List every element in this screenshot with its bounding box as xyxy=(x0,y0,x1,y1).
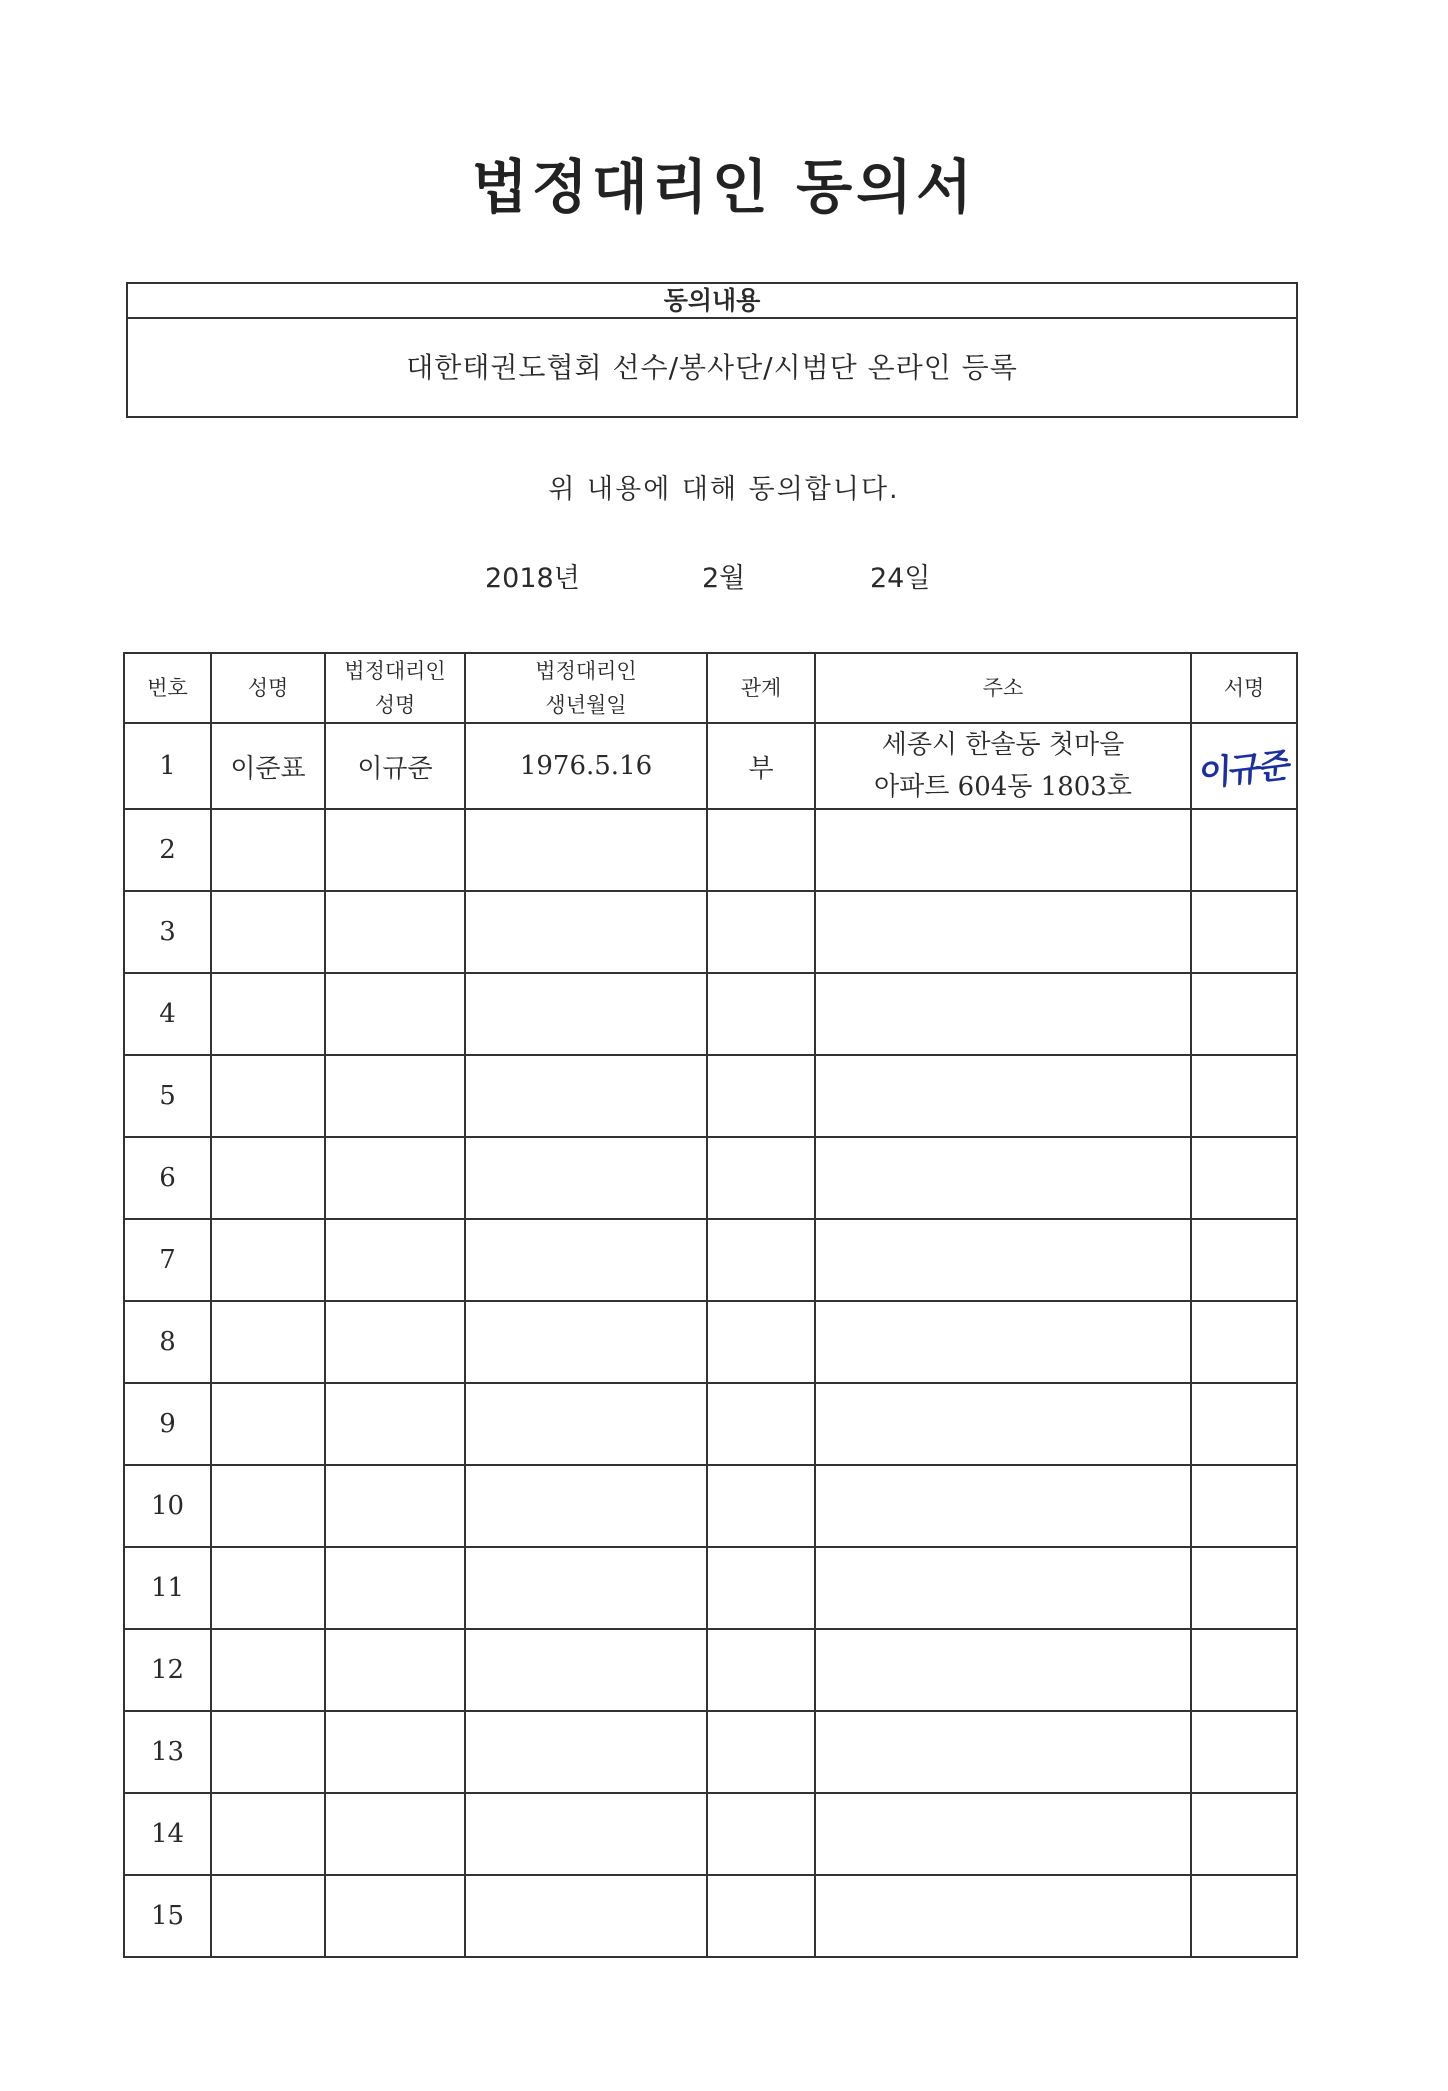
table-row xyxy=(124,1711,1297,1793)
cell-guardian-name xyxy=(325,1547,465,1629)
header-guardian-birth xyxy=(465,653,707,723)
cell-guardian-birth xyxy=(465,1219,707,1301)
cell-guardian-name xyxy=(325,1711,465,1793)
cell-name xyxy=(211,1055,325,1137)
cell-name xyxy=(211,1383,325,1465)
cell-address xyxy=(815,1137,1191,1219)
cell-relation xyxy=(707,1629,815,1711)
cell-name xyxy=(211,891,325,973)
cell-address xyxy=(815,1711,1191,1793)
row-number: 15 xyxy=(124,1875,211,1957)
row-number: 2 xyxy=(124,809,211,891)
header-guardian-name-line2: 성명 xyxy=(374,693,416,717)
address-line1: 세종시 한솔동 첫마을 xyxy=(881,730,1125,760)
cell-address xyxy=(815,1301,1191,1383)
cell-relation xyxy=(707,1465,815,1547)
cell-signature xyxy=(1191,1137,1297,1219)
table-row xyxy=(124,1547,1297,1629)
cell-guardian-name xyxy=(325,1137,465,1219)
cell-guardian-birth xyxy=(465,1629,707,1711)
cell-relation xyxy=(707,1793,815,1875)
cell-address xyxy=(815,1629,1191,1711)
cell-name xyxy=(211,1301,325,1383)
header-no: 번호 xyxy=(124,653,211,723)
cell-address xyxy=(815,1383,1191,1465)
table-row xyxy=(124,973,1297,1055)
cell-name xyxy=(211,1711,325,1793)
cell-guardian-name xyxy=(325,1055,465,1137)
header-guardian-birth-line2: 생년월일 xyxy=(545,693,627,717)
cell-guardian-birth xyxy=(465,973,707,1055)
row-number: 13 xyxy=(124,1711,211,1793)
cell-guardian-name xyxy=(325,1383,465,1465)
row-number: 5 xyxy=(124,1055,211,1137)
cell-signature xyxy=(1191,1629,1297,1711)
date-day: 24일 xyxy=(870,563,931,594)
row-number: 8 xyxy=(124,1301,211,1383)
cell-address xyxy=(815,1055,1191,1137)
cell-guardian-birth xyxy=(465,1465,707,1547)
cell-guardian-name xyxy=(325,1629,465,1711)
cell-signature xyxy=(1191,1711,1297,1793)
header-guardian-birth-line1: 법정대리인 xyxy=(535,659,637,683)
table-row xyxy=(124,1629,1297,1711)
cell-guardian-name xyxy=(325,1301,465,1383)
row-number: 4 xyxy=(124,973,211,1055)
row-number: 9 xyxy=(124,1383,211,1465)
cell-signature xyxy=(1191,1383,1297,1465)
cell-name xyxy=(211,1219,325,1301)
consent-header: 동의내용 xyxy=(128,284,1296,319)
row-number: 1 xyxy=(124,723,211,809)
table-row xyxy=(124,1875,1297,1957)
cell-relation xyxy=(707,809,815,891)
cell-relation xyxy=(707,973,815,1055)
cell-signature xyxy=(1191,891,1297,973)
cell-guardian-name xyxy=(325,1793,465,1875)
cell-guardian-name xyxy=(325,1219,465,1301)
cell-relation xyxy=(707,1383,815,1465)
cell-guardian-name xyxy=(325,1465,465,1547)
cell-relation: 부 xyxy=(707,723,815,809)
cell-address xyxy=(815,1465,1191,1547)
cell-signature xyxy=(1191,1465,1297,1547)
cell-relation xyxy=(707,1137,815,1219)
cell-signature xyxy=(1191,1547,1297,1629)
handwritten-signature: 이규준 xyxy=(1198,744,1290,795)
row-number: 10 xyxy=(124,1465,211,1547)
table-row xyxy=(124,1137,1297,1219)
header-relation: 관계 xyxy=(707,653,815,723)
cell-relation xyxy=(707,1711,815,1793)
cell-address xyxy=(815,1875,1191,1957)
cell-name xyxy=(211,1629,325,1711)
cell-name: 이준표 xyxy=(211,723,325,809)
row-number: 7 xyxy=(124,1219,211,1301)
cell-name xyxy=(211,1875,325,1957)
cell-guardian-name xyxy=(325,973,465,1055)
cell-signature xyxy=(1191,1055,1297,1137)
guardian-roster-table xyxy=(123,652,1298,1958)
cell-guardian-birth xyxy=(465,891,707,973)
cell-guardian-birth: 1976.5.16 xyxy=(465,723,707,809)
document-title: 법정대리인 동의서 xyxy=(471,153,977,221)
cell-guardian-birth xyxy=(465,1137,707,1219)
cell-signature xyxy=(1191,809,1297,891)
cell-relation xyxy=(707,1301,815,1383)
cell-name xyxy=(211,1137,325,1219)
cell-signature xyxy=(1191,723,1297,809)
table-row xyxy=(124,1465,1297,1547)
cell-guardian-name xyxy=(325,891,465,973)
table-row xyxy=(124,1301,1297,1383)
cell-relation xyxy=(707,1055,815,1137)
table-header-row xyxy=(124,653,1297,723)
date-month: 2월 xyxy=(702,563,746,594)
table-row xyxy=(124,723,1297,809)
cell-name xyxy=(211,1793,325,1875)
cell-address xyxy=(815,1219,1191,1301)
cell-guardian-birth xyxy=(465,1875,707,1957)
table-row xyxy=(124,1055,1297,1137)
row-number: 14 xyxy=(124,1793,211,1875)
header-guardian-name-line1: 법정대리인 xyxy=(344,659,446,683)
table-row xyxy=(124,1383,1297,1465)
cell-address xyxy=(815,809,1191,891)
row-number: 3 xyxy=(124,891,211,973)
cell-relation xyxy=(707,1875,815,1957)
cell-address xyxy=(815,973,1191,1055)
cell-signature xyxy=(1191,1793,1297,1875)
row-number: 12 xyxy=(124,1629,211,1711)
date-year: 2018년 xyxy=(485,563,580,594)
consent-body: 대한태권도협회 선수/봉사단/시범단 온라인 등록 xyxy=(406,351,1018,384)
header-address: 주소 xyxy=(815,653,1191,723)
cell-guardian-name xyxy=(325,1875,465,1957)
cell-guardian-name xyxy=(325,809,465,891)
cell-address xyxy=(815,1793,1191,1875)
cell-guardian-name: 이규준 xyxy=(325,723,465,809)
cell-guardian-birth xyxy=(465,809,707,891)
table-row xyxy=(124,1219,1297,1301)
cell-guardian-birth xyxy=(465,1301,707,1383)
cell-address xyxy=(815,1547,1191,1629)
cell-name xyxy=(211,1547,325,1629)
header-name: 성명 xyxy=(211,653,325,723)
cell-guardian-birth xyxy=(465,1547,707,1629)
header-guardian-name xyxy=(325,653,465,723)
cell-name xyxy=(211,1465,325,1547)
cell-relation xyxy=(707,891,815,973)
cell-relation xyxy=(707,1547,815,1629)
table-row xyxy=(124,1793,1297,1875)
agreement-statement: 위 내용에 대해 동의합니다. xyxy=(548,474,900,505)
cell-guardian-birth xyxy=(465,1711,707,1793)
cell-name xyxy=(211,973,325,1055)
cell-address xyxy=(815,723,1191,809)
cell-address xyxy=(815,891,1191,973)
consent-content-box xyxy=(126,282,1298,418)
row-number: 6 xyxy=(124,1137,211,1219)
cell-signature xyxy=(1191,973,1297,1055)
row-number: 11 xyxy=(124,1547,211,1629)
cell-guardian-birth xyxy=(465,1793,707,1875)
cell-name xyxy=(211,809,325,891)
table-row xyxy=(124,891,1297,973)
cell-guardian-birth xyxy=(465,1055,707,1137)
table-row xyxy=(124,809,1297,891)
cell-signature xyxy=(1191,1219,1297,1301)
address-line2: 아파트 604동 1803호 xyxy=(874,772,1132,802)
header-signature: 서명 xyxy=(1191,653,1297,723)
cell-signature xyxy=(1191,1301,1297,1383)
cell-guardian-birth xyxy=(465,1383,707,1465)
cell-relation xyxy=(707,1219,815,1301)
cell-signature xyxy=(1191,1875,1297,1957)
